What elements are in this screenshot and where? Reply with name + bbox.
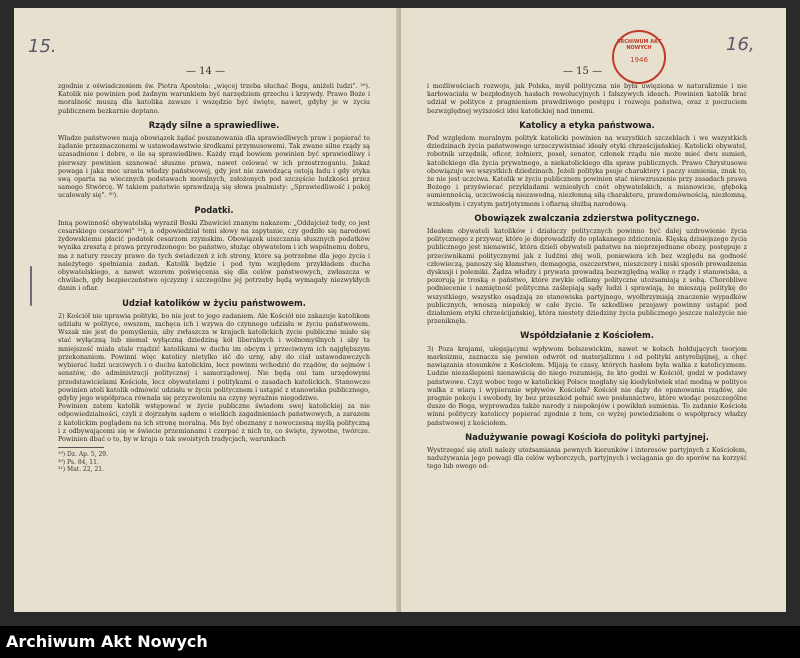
paragraph: Władze państwowe mają obowiązek żądać poszanowania dla sprawiedliwych praw i popierać to żądanie przeznaczonemi w ustawodawstwie środkami przymusowemi. Tak zwane silne rządy są uzasadnione i dobre, o ile są sprawiedliwe. Każdy rząd bowiem powinien być sprawiedliwy i pierwszy powinien szanować słuszne prawa, nawet celować w ich przestrzeganiu. Jakaż powaga i jaka moc urasta władzy państwowej, gdy jest nie zawodzącą ostoją ładu i gdy etyka swą oparta na wiecznych podstawach moralnych, założonych pod szczęście ludzkości przez samego Stwórcę. W takiem państwie sprawdzają się słowa psalmisty: „Sprawiedliwość i pokój ucałowały się". ³⁰). [58, 134, 370, 200]
stamp-text: ARCHIWUM AKT NOWYCH [616, 39, 662, 51]
paragraph: 2) Kościół nie uprawia polityki, bo nie jest to jego zadaniem. Ale Kościół nie zakazuje katolikom udziału w polityce, owszem, zachęca ich i wzywa do czynnego udziału w życiu państwowem. Wszak nie jest do pomyślenia, aby zwłaszcza w krajach katolickich życie publiczne miało się stać wyłączną lub niemal wyłączną dziedziną kół liberalnych i wolnomyślnych i aby ta mniejszość miała stale rządzić katolikami w duchu im obcym i przeciwnym ich najgłębszym przekonaniom. Powinni więc katolicy nietylko iść do urny, aby do ciał ustawodawczych wybierać ludzi uczciwych i o duchu katolickim, lecz powinni wchodzić do rządów, do sejmów i senatów, do administracji politycznej i samorządowej. Nie będą oni tam urzędowymi przedstawicielami Kościoła, lecz obywatelami i politykami o zasadach katolickich. Stanowczo powinien atoli katolik odmówić udziału w życiu politycznem i ustąpić z stanowiska publicznego, gdyby jego współpraca równała się przyzwoleniu na czyny wyraźnie niegodziwe. [58, 311, 370, 402]
section-heading: Katolicy a etyka państwowa. [519, 119, 655, 130]
left-page [14, 8, 398, 612]
section-heading: Obowiązek zwalczania zdzierstwa politycznego. [474, 212, 700, 223]
right-text-column [427, 82, 747, 471]
footnote-divider [58, 447, 104, 448]
paragraph: i możliwościach rozwoju, jak Polska, myśl polityczna nie była uwięziona w naturalizmie i nie karłowaciała w bezpłodnych hasłach rewolucyjnych i fałszywych ideach. Powinien katolik brać udział w polityce z pragnieniem prawdziwego postępu i rozwoju państwa, oraz z poczuciem bezwzględnej wyższości idei katolickiej nad innemi. [427, 82, 747, 115]
paragraph: Powinien zatem katolik wstępować w życie publiczne świadom swej katolickiej za nie odpowiedzialności, czyli z dojrzałym sądem o wielkich zagadnieniach państwowych, a zarazem z katolickim poglądem na ich stronę moralną. Ma być obeznany z nowoczesną myślą polityczną i z odbywającemi się w świecie przemianami i czerpać z nich to, co święte, żywotne, twórcze. Powinien dbać o to, by w kraju o tak swoistych tradycjach, warunkach [58, 402, 370, 443]
pencil-margin-mark [30, 266, 32, 306]
archive-footer [0, 626, 800, 658]
footnote: ²⁹) Dz. Ap. 5, 29. [58, 451, 109, 459]
paragraph: Inną powinność obywatelską wyraził Boski Zbawiciel znanym nakazem: „Oddajcież tedy, co jest cesarskiego cesarzowi" ³¹), a odpowiedział temi słowy na zapytanie, czy godziło się narodowi żydowskiemu płacić podatek cesarzom rzymskim. Obowiązek uiszczania słusznych podatków wynika zresztą z prawa przyrodzonego: bo państwo, służąc obywatelom i ich wspólnemu dobru, ma z natury rzeczy prawo do tych świadczeń z ich strony, które są potrzebne dla jego życia i należytego spełniania zadań. Katolik będzie i pod tym względem przykładem ducha obywatelskiego, a nawet wzorem poświęcenia się dla celów państwowych, zwłaszcza w chwilach, gdy bezpieczeństwo ojczyzny i szczególne jej potrzeby będą wymagały niezwykłych danin i ofiar. [58, 218, 370, 293]
archive-signature-left: 15. [28, 36, 57, 57]
footnote: ³⁰) Ps. 84, 11. [58, 458, 99, 466]
paragraph: Ideałem obywateli katolików i działaczy politycznych powinno być dalej uzdrowienie życia politycznego z przywar, które je doprowadziły do oplakanego zdziczenia. Klęską dzisiejszego życia publicznego jest nienawiść, która dzieli obywateli państwa na nieprzejednane obozy, postępuje z przeciwnikami politycznymi jak z ludźmi złej woli, poniewiera ich bez względu na godność człowieczą, panoszy się kłamstwo, demagogia, oszczerstwo, nieszczery i niski sposób prowadzenia dyskusji i polemiki. Żądza władzy i prywata prowadzą bezwzględną walkę o rządy i stanowiska, a pozorują je troską o państwo, które zwykle odlamy polityczne utożsamiają z sobą. Chorobliwe podniecenie i namiętność polityczna zaślepiają sądy ludzi i sprawiają, że mieszają politykę do wszystkiego, wszystko osądzają ze stanowiska partyjnego, wyolbrzymiają znaczenie wypadków publicznych, wnoszą niepokój w całe życie. Te szkodliwe przejawy powinny ustąpić pod działaniem etyki chrześcijańskiej, która niestety dziedziny życia publicznego jeszcze należycie nie przeniknęła. [427, 227, 747, 326]
archive-label: Archiwum Akt Nowych [6, 632, 208, 651]
paragraph: Wystrzegać się atoli należy utożsamiania pewnych kierunków i interesów partyjnych z Kościołem, nadużywania jego powagi dla celów wyborczych, partyjnych i wciągania go do sporów na korzyść tego lub owego od- [427, 445, 747, 471]
footnote: ³¹) Mat. 22, 21. [58, 466, 104, 474]
section-heading: Rządy silne a sprawiedliwe. [148, 119, 280, 130]
section-heading: Udział katolików w życiu państwowem. [122, 297, 306, 308]
section-heading: Podatki. [194, 204, 234, 215]
right-page [401, 8, 786, 612]
paragraph: zgodnie z oświadczeniem św. Piotra Apostoła: „więcej trzeba słuchać Boga, aniżeli ludzi". ²⁹). Katolik nie powinien pod żadnym warunkiem być narzędziem grzechu i krzywdy. Prawo Boże i moralność muszą dla katolika zawsze i wszędzie być święte, nawet, gdyby je w życiu publicznem bezkarnie deptano. [58, 82, 370, 115]
stamp-number: 1946 [630, 56, 648, 64]
page-number-left: — 14 — [186, 66, 226, 77]
archive-stamp [612, 30, 666, 84]
paragraph: 3) Poza krajami, ulegającymi wpływom bolszewickim, nawet w kołach hołdujących teorjom marksizmu, zaznacza się pewien odwrót od materjalizmu i od polityki antyreligijnej, a chęć nawiązania stosunków z Kościołem. Mijają te czasy, których hasłem była walka z katolicyzmem. Ludzie niezaślepieni nienawiścią do niego rozumieją, że kto godzi w Kościół, godzi w podstawy państwowe. Czyż wobec tego w katolickiej Polsce mogłaby się kiedykolwiek stać modną w polityce walka z wiarą i wypieranie wpływów Kościoła? Kościół nie dąży do opanowania rządów, ale pragnie pokoju i swobody, by bez przeszkód pełnić swe posłannictwo, które wiodąc poszczególne dusze do Boga, wyprowadza także narody z niepokojów i powikłań sumienia. To zadanie Kościoła winni polityczy katoliccy popierać zgodnie z tem, co wyżej powiedziałem o współpracy władzy państwowej z kościołem. [427, 344, 747, 427]
archive-signature-right: 16, [726, 34, 755, 55]
page-number-right: — 15 — [563, 66, 603, 77]
section-heading: Współdziałanie z Kościołem. [520, 330, 654, 341]
section-heading: Nadużywanie powagi Kościoła do polityki partyjnej. [465, 431, 709, 442]
left-text-column [58, 82, 370, 474]
paragraph: Pod względem moralnym polityk katolicki powinien na wszystkich szczeblach i we wszystkich dziedzinach życia państwowego urzeczywistniać ideały etyki chrześcijańskiej. Katolicki obywatel, robotnik urzędnik, oficer, żołnierz, poseł, senator, członek rządu nie może mieć dwu sumień, katolickiego dla życia prywatnego, a niekatolickiego dla spraw publicznych. Prawo Chrystusowe obowiązuje we wszystkich dziedzinach. Jeżeli polityka psuje charaktery i paczy sumienia, znak to, że nie jest uczciwa. Katolik w życiu publicznem powinien stać niewzruszenie przy zasadach prawa Bożego i przyświecać przykładami wzniosłych cnót obywatelskich, a mianowicie, głęboką sumiennością, uczciwością niezawodną, niezłomną siłą charakteru, prawdomównością, niezłomną, wzniosłym i czystym patrjotyzmem i ofiarną służbą narodową. [427, 134, 747, 208]
